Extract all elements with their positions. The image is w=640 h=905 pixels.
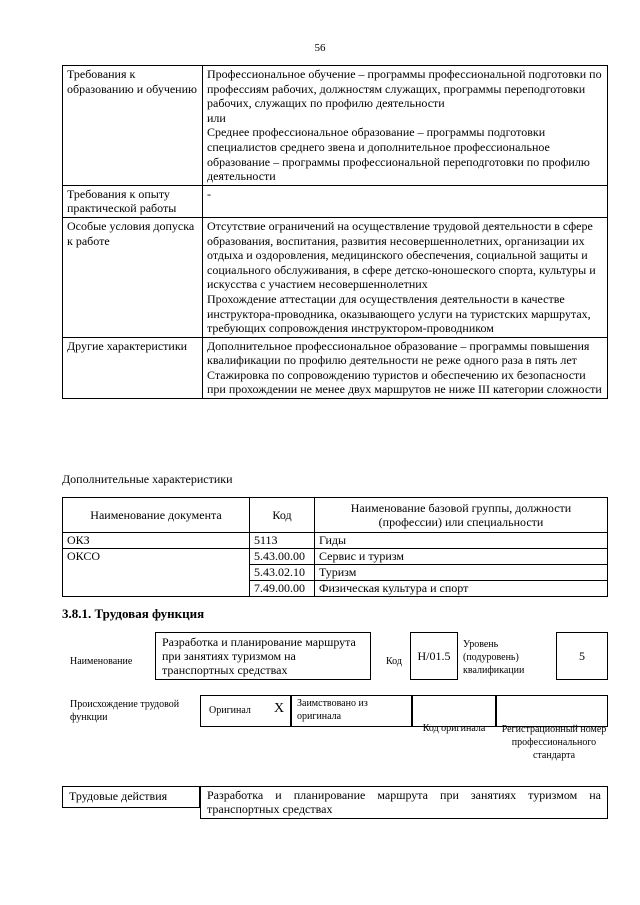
code-cell: 5.43.02.10 [250,565,315,581]
requirement-line: - [207,186,211,201]
origin-label: Происхождение трудовой функции [70,699,180,723]
column-header: Наименование документа [63,498,250,533]
requirement-value [203,217,608,337]
column-header: Наименование базовой группы, должности (профессии) или специальности [315,498,608,533]
actions-text: Разработка и планирование маршрута при занятиях туризмом на транспортных средствах [200,786,608,819]
function-name-box: Разработка и планирование маршрута при занятиях туризмом на транспортных средствах [155,632,371,680]
code-cell: 7.49.00.00 [250,581,315,597]
additional-title: Дополнительные характеристики [62,472,233,486]
table-row [63,549,608,565]
column-header: Код [250,498,315,533]
name-cell: Сервис и туризм [315,549,608,565]
requirement-line: Профессиональное обучение – программы профессиональной подготовки по профессиям рабочих, должностям служащих, программы переподготовки рабочих, служащих по профилю деятельности [207,67,602,111]
code-cell: 5113 [250,533,315,549]
requirement-line: или [207,110,226,125]
level-label: Уровень (подуровень) квалификации [463,639,525,676]
name-cell: Туризм [315,565,608,581]
requirement-label: Другие характеристики [63,337,203,398]
requirement-value [203,66,608,186]
requirement-line: Дополнительное профессиональное образование – программы повышения квалификации по профилю деятельности не реже одного раза в пять лет [207,338,590,368]
table-row [63,533,608,549]
name-label: Наименование [70,656,133,667]
table-row [63,337,608,398]
table-row [63,185,608,217]
requirement-line: Среднее профессиональное образование – программы подготовки специалистов среднего звена и дополнительное профессиональное образование – программы профессиональной переподготовки по профилю деятельности [207,125,590,184]
original-label: Оригинал [209,705,251,716]
requirement-label: Особые условия допуска к работе [63,217,203,337]
code-original-label: Код оригинала [422,723,486,734]
code-cell: 5.43.00.00 [250,549,315,565]
requirements-table [62,65,608,399]
requirement-value [203,185,608,217]
original-mark: X [274,701,285,716]
function-code-box: H/01.5 [410,632,458,680]
reg-number-label: Регистрационный номер профессионального стандарта [501,724,607,761]
requirement-line: Отсутствие ограничений на осуществление трудовой деятельности в сфере образования, воспитания, развития несовершеннолетних, организации их отдыха и оздоровления, медицинского обеспечения, социальной защиты и социального обслуживания, в сфере детско-юношеского спорта, культуры и искусства с участием несовершеннолетних [207,218,596,292]
page-number: 56 [314,42,326,54]
name-cell: Физическая культура и спорт [315,581,608,597]
requirement-label: Требования к образованию и обучению [63,66,203,186]
borrowed-label: Заимствовано из оригинала [297,698,368,722]
table-row [63,217,608,337]
doc-cell: ОКЗ [63,533,250,549]
name-cell: Гиды [315,533,608,549]
code-label: Код [386,656,402,667]
requirement-value [203,337,608,398]
doc-cell: ОКСО [63,549,250,597]
classification-table [62,497,608,597]
table-row [63,66,608,186]
actions-label: Трудовые действия [62,786,200,808]
requirement-line: Прохождение аттестации для осуществления деятельности в качестве инструктора-проводника, оказывающего услуги на туристских маршрутах, требующих сопровождения инструктором-проводником [207,291,591,336]
requirement-label: Требования к опыту практической работы [63,185,203,217]
level-box: 5 [556,632,608,680]
table-header-row [63,498,608,533]
requirement-line: Стажировка по сопровождению туристов и обеспечению их безопасности при прохождении не менее двух маршрутов не ниже III категории сложности [207,367,602,397]
function-heading: 3.8.1. Трудовая функция [62,606,205,621]
